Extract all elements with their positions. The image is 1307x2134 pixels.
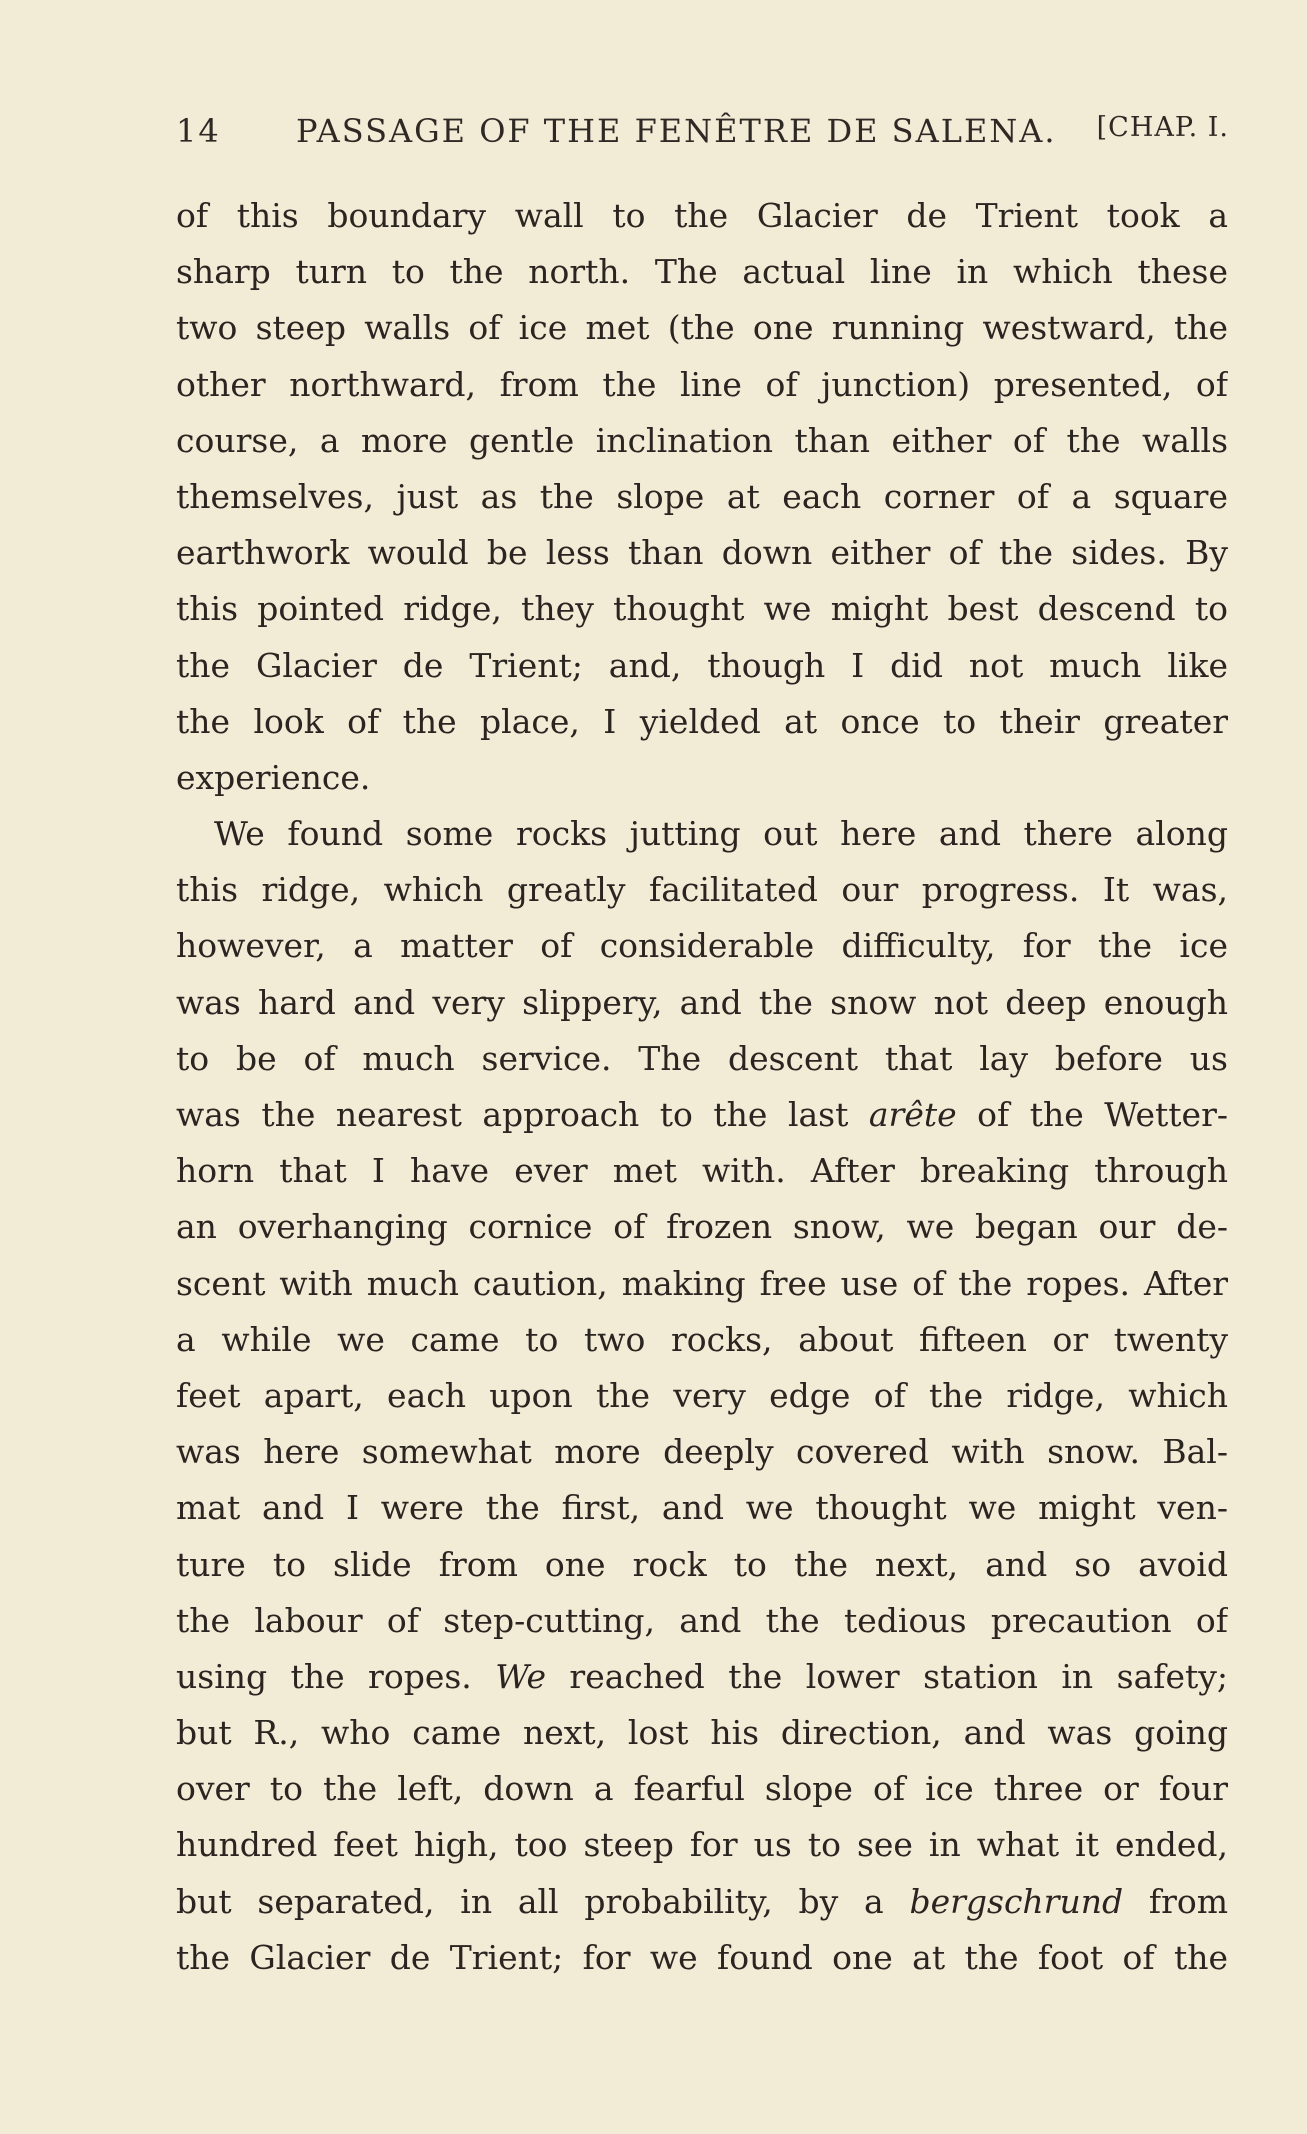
text-segment: reached the lower station in safety; [545,1656,1228,1696]
text-segment: was the nearest approach to the last [176,1095,869,1134]
text-segment: but separated, in all probability, by a [176,1881,910,1921]
text-line: experience. [176,757,371,797]
text-line: was hard and very slippery, and the snow not deep enough [176,982,1228,1022]
text-line: the look of the place, I yielded at once to their greater [176,701,1228,741]
italic-term: We [495,1656,546,1696]
text-line: other northward, from the line of junction) presented, of [176,364,1228,404]
text-line: hundred feet high, too steep for us to see in what it ended, [176,1825,1228,1865]
text-segment: from [1123,1881,1228,1921]
text-line: however, a matter of considerable difficulty, for the ice [176,926,1228,966]
text-line: horn that I have ever met with. After breaking through [176,1151,1228,1191]
text-line: of this boundary wall to the Glacier de Trient took a [176,196,1228,235]
text-line: over to the left, down a fearful slope of ice three or four [176,1769,1228,1809]
text-line [176,1649,1228,1705]
text-line: feet apart, each upon the very edge of the ridge, which [176,1375,1228,1415]
italic-term: arête [868,1095,957,1134]
text-line: but R., who came next, lost his direction, and was going [176,1713,1228,1753]
text-line: We found some rocks jutting out here and there along [214,814,1228,854]
text-line: an overhanging cornice of frozen snow, we began our de- [176,1207,1228,1247]
text-line: earthwork would be less than down either of the sides. By [176,533,1228,573]
text-segment: of the Wetter- [956,1095,1228,1134]
text-line: this ridge, which greatly facilitated our progress. It was, [176,870,1228,910]
text-line: two steep walls of ice met (the one running westward, the [176,308,1228,348]
text-line: course, a more gentle inclination than either of the walls [176,420,1228,460]
italic-term: bergschrund [909,1881,1124,1921]
body-text [176,188,1228,1986]
text-segment: using the ropes. [176,1656,496,1696]
text-line: a while we came to two rocks, about fifteen or twenty [176,1319,1228,1359]
text-line [176,1087,1228,1143]
running-title: PASSAGE OF THE FENÊTRE DE SALENA. [296,112,1057,150]
text-line: scent with much caution, making free use of the ropes. After [176,1263,1228,1303]
running-header [176,112,1229,156]
text-line: themselves, just as the slope at each corner of a square [176,476,1228,516]
text-line [176,1874,1228,1930]
text-line: the Glacier de Trient; for we found one at the foot of the [176,1937,1228,1977]
text-line: sharp turn to the north. The actual line in which these [176,252,1228,292]
text-line: mat and I were the first, and we thought we might ven- [176,1488,1228,1528]
page-number: 14 [176,112,221,150]
text-line: was here somewhat more deeply covered with snow. Bal- [176,1432,1228,1472]
text-line: this pointed ridge, they thought we might best descend to [176,589,1228,629]
text-line: the Glacier de Trient; and, though I did not much like [176,645,1228,685]
text-line: ture to slide from one rock to the next, and so avoid [176,1544,1228,1584]
chapter-marker: [CHAP. I. [1096,112,1229,143]
text-line: to be of much service. The descent that lay before us [176,1038,1228,1078]
text-line: the labour of step-cutting, and the tedious precaution of [176,1600,1228,1640]
